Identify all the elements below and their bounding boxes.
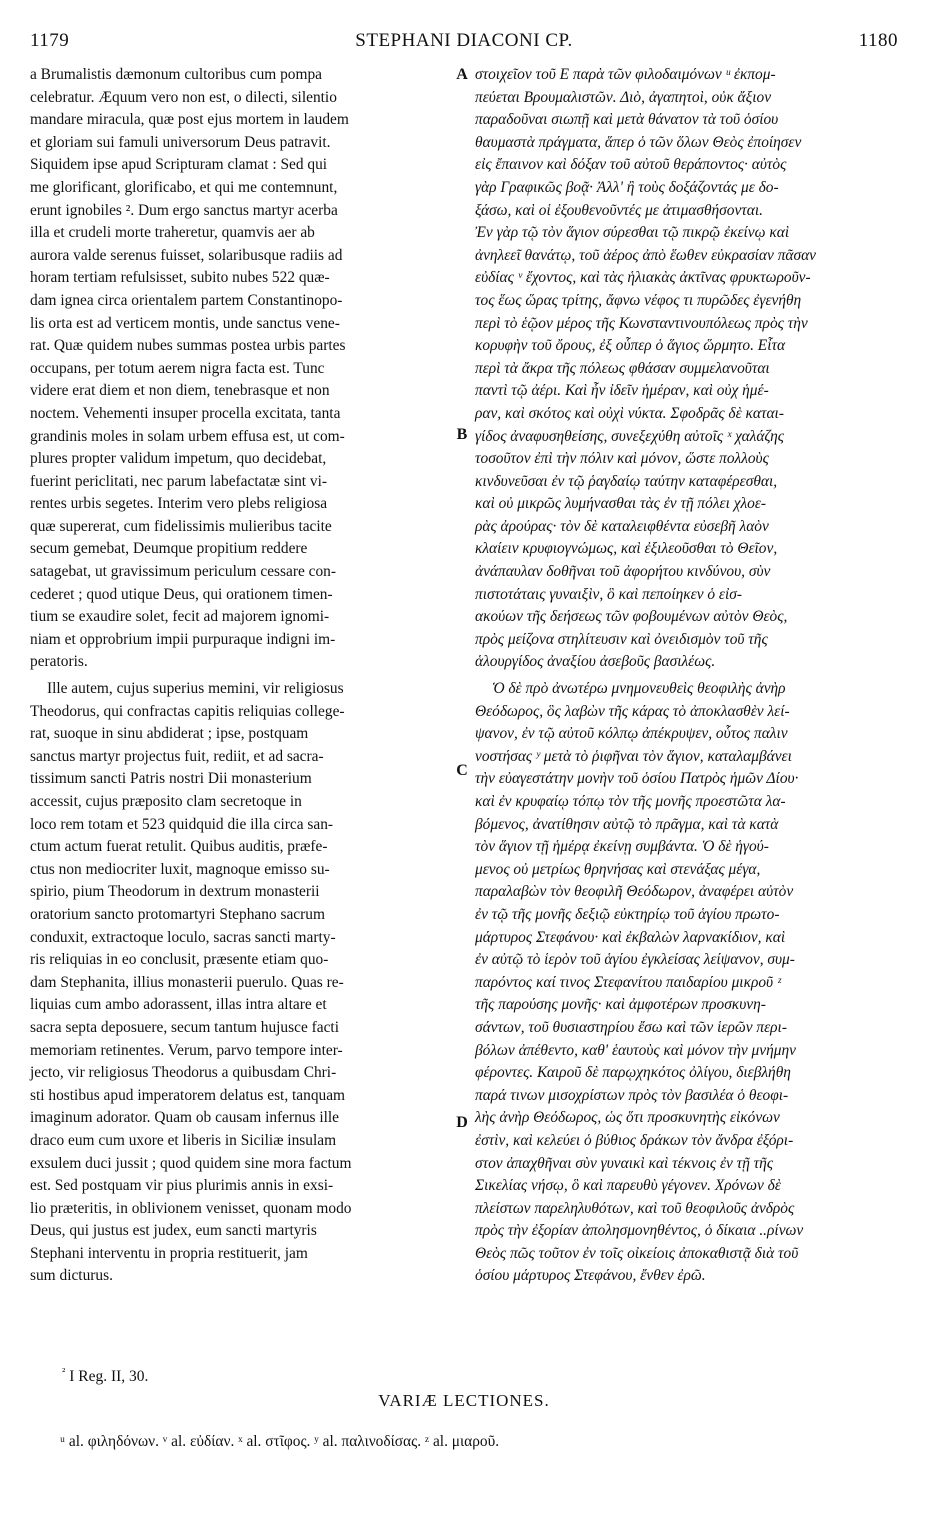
variae-lectiones-title: VARIÆ LECTIONES.	[378, 1391, 550, 1410]
margin-letter-d: D	[456, 1114, 468, 1131]
footnote	[62, 1366, 148, 1386]
latin-paragraph-2: Ille autem, cujus superius memini, vir religiosus Theodorus, qui confractas capitis reliquias college- rat, suoque in sinu abdiderat ; ipse, postquam sanctus martyr projectus fuit, rediit, et ad sacra- tissimum sancti Patris nostri Dii monasterium accessit, cujus præposito clam secretoque in loco rem totam et 523 quidquid die illa circa san- ctum actum fuerat retulit. Quibus auditis, præfe- ctus non mediocriter luxit, magnoque emisso su- spirio, pium Theodorum in dextrum monasterii oratorium sancto protomartyri Stephano sacrum conduxit, extractoque loculo, sacras sancti marty- ris reliquias in eo conclusit, præsente etiam quo- dam Stephanita, illius monasterii puerulo. Quas re- liquias cum ambo adorassent, illas intra altare et sacra septa deposuere, secum tantum hujusce facti memoriam retinentes. Verum, parvo tempore inter- jecto, vir religiosus Theodorus a quibusdam Chri- sti hostibus apud imperatorem delatus est, tanquam imaginum adorator. Quam ob causam infernus ille draco eum cum uxore et liberis in Siciliæ insulam exsulem duci jussit ; quod quidem sine mora factum est. Sed postquam vir pius plurimis annis in exsi- lio præteritis, in oblivionem venisset, quonam modo Deus, qui justus est judex, eum sancti martyris Stephani interventu in propria restituerit, jam sum dicturus.	[30, 680, 352, 1285]
margin-letter-a: A	[456, 66, 468, 83]
page-header	[30, 30, 898, 60]
greek-paragraph-1: στοιχεῖον τοῦ Ε παρὰ τῶν φιλοδαιμόνων ᵘ ἐκπομ- πεύεται Βρουμαλιστῶν. Διὸ, ἀγαπητοὶ, οὐκ ἄξιον παραδοῦναι σιωπῇ καὶ μετὰ θάνατον τὰ τοῦ ὁσίου θαυμαστὰ πράγματα, ἅπερ ὁ τῶν ὅλων Θεὸς ἐποίησεν εἰς ἔπαινον καὶ δόξαν τοῦ αὐτοῦ θεράποντος· αὐτὸς γὰρ Γραφικῶς βοᾷ· Ἀλλ' ἢ τοὺς δοξάζοντάς με δο- ξάσω, καὶ οἱ ἐξουθενοῦντές με ἀτιμασθήσονται. Ἐν γὰρ τῷ τὸν ἅγιον σύρεσθαι τῷ πικρῷ ἐκείνῳ καὶ ἀνηλεεῖ θανάτῳ, τοῦ ἀέρος ἀπὸ ἕωθεν εὐκρασίαν πᾶσαν εὐδίας ᵛ ἔχοντος, καὶ τὰς ἡλιακὰς ἀκτῖνας φρυκτωροῦν- τος ἕως ὥρας τρίτης, ἄφνω νέφος τι πυρῶδες ἐγενήθη περὶ τὸ ἑῷον μέρος τῆς Κωνσταντινουπόλεως πρὸς τὴν κορυφὴν τοῦ ὄρους, ἐξ οὗπερ ὁ ἅγιος ὥρμητο. Εἶτα περὶ τὰ ἄκρα τῆς πόλεως φθάσαν συμμελανοῦται παντὶ τῷ ἀέρι. Καὶ ἦν ἰδεῖν ἡμέραν, καὶ οὐχ ἡμέ- ραν, καὶ σκότος καὶ οὐχὶ νύκτα. Σφοδρᾶς δὲ καται- γίδος ἀναφυσηθείσης, συνεξεχύθη αὐτοῖς ˣ χαλάζης τοσοῦτον ἐπὶ τὴν πόλιν καὶ μόνον, ὥστε πολλοὺς κινδυνεῦσαι ἐν τῷ ῥαγδαίῳ ταύτην καταφέρεσθαι, καὶ οὐ μικρῶς λυμήνασθαι τὰς ἐν τῇ πόλει χλοε- ρὰς ἀρούρας· τὸν δὲ καταλειφθέντα εὐσεβῆ λαὸν κλαίειν κρυφιογνώμως, καὶ ἐξιλεοῦσθαι τὸ Θεῖον, ἀνάπαυλαν δοθῆναι τοῦ ἀφορήτου κινδύνου, σὺν πιστοτάταις γυναιξὶν, ὃ καὶ πεποίηκεν ὁ εἰσ- ακούων τῆς δεήσεως τῶν φοβουμένων αὐτὸν Θεὸς, πρὸς μείζονα στηλίτευσιν καὶ ὀνειδισμὸν τοῦ τῆς ἁλουργίδος ἀναξίου ἀσεβοῦς βασιλέως.	[475, 66, 816, 671]
margin-letter-b: B	[456, 426, 468, 443]
latin-column	[30, 64, 448, 1288]
greek-paragraph-2: Ὁ δὲ πρὸ ἀνωτέρω μνημονευθεὶς θεοφιλὴς ἀνὴρ Θεόδωρος, ὃς λαβὼν τῆς κάρας τὸ ἀποκλασθὲν λεί- ψανον, ἐν τῷ αὐτοῦ κόλπῳ ἀπέκρυψεν, οὗτος παλιν νοστήσας ʸ μετὰ τὸ ῥιφῆναι τὸν ἅγιον, καταλαμβάνει τὴν εὐαγεστάτην μονὴν τοῦ ὁσίου Πατρὸς ἡμῶν Δίου· καὶ ἐν κρυφαίῳ τόπῳ τὸν τῆς μονῆς προεστῶτα λα- βόμενος, ἀνατίθησιν αὐτῷ τὸ πρᾶγμα, καὶ τὰ κατὰ τὸν ἅγιον τῇ ἡμέρᾳ ἐκείνῃ συμβάντα. Ὁ δὲ ἡγού- μενος οὐ μετρίως θρηνήσας καὶ στενάξας μέγα, παραλαβὼν τὸν θεοφιλῆ Θεόδωρον, ἀναφέρει αὐτὸν ἐν τῷ τῆς μονῆς δεξιῷ εὐκτηρίῳ τοῦ ἁγίου πρωτο- μάρτυρος Στεφάνου· καὶ ἐκβαλὼν λαρνακίδιον, καὶ ἐν αὐτῷ τὸ ἱερὸν τοῦ ἁγίου ἐγκλείσας λείψανον, συμ- παρόντος καί τινος Στεφανίτου παιδαρίου μικροῦ ᶻ τῆς παρούσης μονῆς· καὶ ἀμφοτέρων προσκυνη- σάντων, τοῦ θυσιαστηρίου ἔσω καὶ τῶν ἱερῶν περι- βόλων ἀπέθεντο, καθ' ἑαυτοὺς καὶ μόνον τὴν μνήμην φέροντες. Καιροῦ δὲ παρῳχηκότος ὀλίγου, διεβλήθη παρά τινων μισοχρίστων πρὸς τὸν βασιλέα ὁ θεοφι- λὴς ἀνὴρ Θεόδωρος, ὡς ὅτι προσκυνητὴς εἰκόνων ἐστὶν, καὶ κελεύει ὁ βύθιος δράκων τὸν ἄνδρα ἐξόρι- στον ἀπαχθῆναι σὺν γυναικὶ καὶ τέκνοις ἐν τῇ τῆς Σικελίας νήσῳ, ὃ καὶ παρευθὺ γέγονεν. Χρόνων δὲ πλείστων παρεληλυθότων, καὶ τοῦ θεοφιλοῦς ἀνδρὸς πρὸς τὴν ἐξορίαν ἀπολησμονηθέντος, ὁ δίκαια ..ρίνων Θεὸς πῶς τοῦτον ἐν τοῖς οἰκείοις ἀποκαθιστᾷ διὰ τοῦ ὁσίου μάρτυρος Στεφάνου, ἔνθεν ἐρῶ.	[475, 680, 804, 1285]
footnote-text: I Reg. II, 30.	[69, 1368, 149, 1386]
footnote-mark: ²	[62, 1366, 66, 1378]
variae-lectiones-line: ᵘ al. φιληδόνων. ᵛ al. εὐδίαν. ˣ al. στῖφος. ʸ al. παλινοδίσας. ᶻ al. μιαροῦ.	[60, 1433, 500, 1450]
margin-letter-c: C	[456, 762, 468, 779]
greek-column	[475, 64, 898, 1288]
page-number-right: 1180	[858, 30, 898, 51]
latin-paragraph-1: a Brumalistis dæmonum cultoribus cum pompa celebratur. Æquum vero non est, o dilecti, silentio mandare miracula, quæ post ejus mortem in laudem et gloriam sui famuli universorum Deus patravit. Siquidem ipse apud Scripturam clamat : Sed qui me glorificant, glorificabo, et qui me contemnunt, erunt ignobiles ². Dum ergo sanctus martyr acerba illa et crudeli morte traheretur, quamvis aer ab aurora valde serenus fuisset, solaribusque radiis ad horam tertiam refulsisset, subito nubes 522 quæ- dam ignea circa orientalem partem Constantinopo- lis orta est ad verticem montis, unde sanctus vene- rat. Quæ quidem nubes summas postea urbis partes occupans, per totum aerem nigra facta est. Tunc videre erat diem et non diem, tenebrasque et non noctem. Vehementi insuper procella excitata, tanta grandinis moles in solam urbem effusa est, ut com- plures propter validum impetum, quo decidebat, fuerint periclitati, nec parum labefactatæ sint vi- rentes urbis segetes. Interim vero plebs religiosa quæ supererat, cum fidelissimis mulieribus tacite secum gemebat, Deumque propitium reddere satagebat, ut gravissimum periculum cessare con- cederet ; quod utique Deus, qui orationem timen- tium se exaudire solet, fecit ad majorem ignomi- niam et opprobrium impii purpuraque indigni im- peratoris.	[30, 66, 349, 671]
page-number-left: 1179	[30, 30, 70, 51]
running-title: STEPHANI DIACONI CP.	[355, 30, 573, 51]
